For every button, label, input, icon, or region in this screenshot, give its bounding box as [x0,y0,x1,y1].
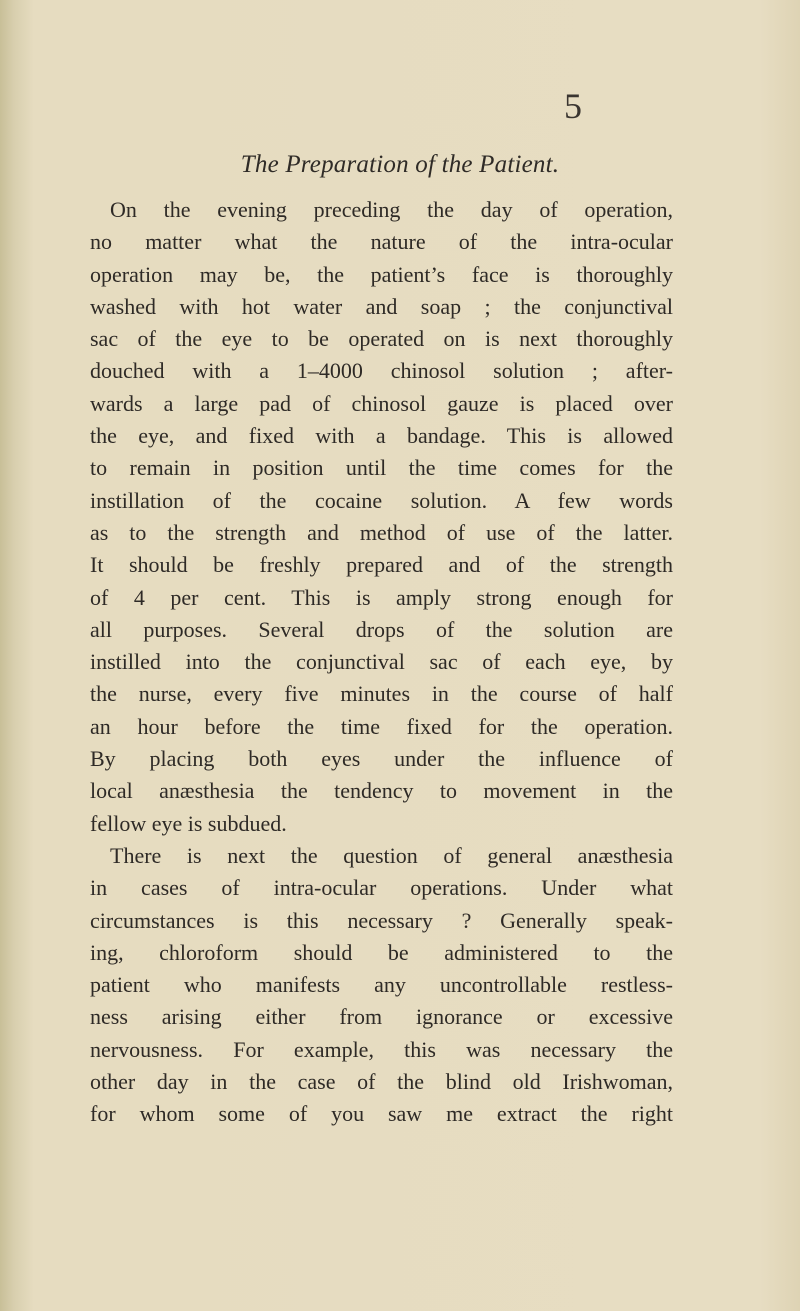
text-line: On the evening preceding the day of operation, [110,197,673,222]
body-text [90,194,673,1131]
text-line: all purposes. Several drops of the solution are [90,616,673,642]
text-line: an hour before the time fixed for the operation. [90,713,673,739]
text-line: patient who manifests any uncontrollable restless- [90,972,673,998]
section-heading: The Preparation of the Patient. [240,151,560,178]
text-line: wards a large pad of chinosol gauze is placed over [90,390,673,416]
text-line: of 4 per cent. This is amply strong enough for [90,584,673,610]
text-line: for whom some of you saw me extract the right [90,1101,673,1127]
text-line: to remain in position until the time comes for the [90,455,673,481]
text-line: the nurse, every five minutes in the course of half [90,681,673,707]
text-line: douched with a 1–4000 chinosol solution ; after- [90,358,673,384]
text-line: sac of the eye to be operated on is next thoroughly [90,326,673,352]
text-line: other day in the case of the blind old Irishwoman, [90,1069,673,1095]
text-line: instillation of the cocaine solution. A few words [90,487,673,513]
text-line: nervousness. For example, this was necessary the [90,1036,673,1062]
text-line: washed with hot water and soap ; the conjunctival [90,293,673,319]
text-line: fellow eye is subdued. [90,810,287,836]
page-number: 5 [564,86,582,126]
text-line: There is next the question of general anæsthesia [110,842,673,868]
text-line: ing, chloroform should be administered to the [90,939,673,965]
text-line: circumstances is this necessary ? Generally speak- [90,907,673,933]
text-line: It should be freshly prepared and of the strength [90,552,673,578]
text-line: By placing both eyes under the influence of [90,746,673,772]
text-line: the eye, and fixed with a bandage. This is allowed [90,423,673,449]
text-line: in cases of intra-ocular operations. Under what [90,875,673,901]
text-line: instilled into the conjunctival sac of each eye, by [90,649,673,675]
text-line: no matter what the nature of the intra-ocular [90,229,673,255]
text-line: as to the strength and method of use of the latter. [90,519,673,545]
text-line: ness arising either from ignorance or excessive [90,1004,673,1030]
text-line: local anæsthesia the tendency to movement in the [90,778,673,804]
text-line: operation may be, the patient’s face is thoroughly [90,261,673,287]
